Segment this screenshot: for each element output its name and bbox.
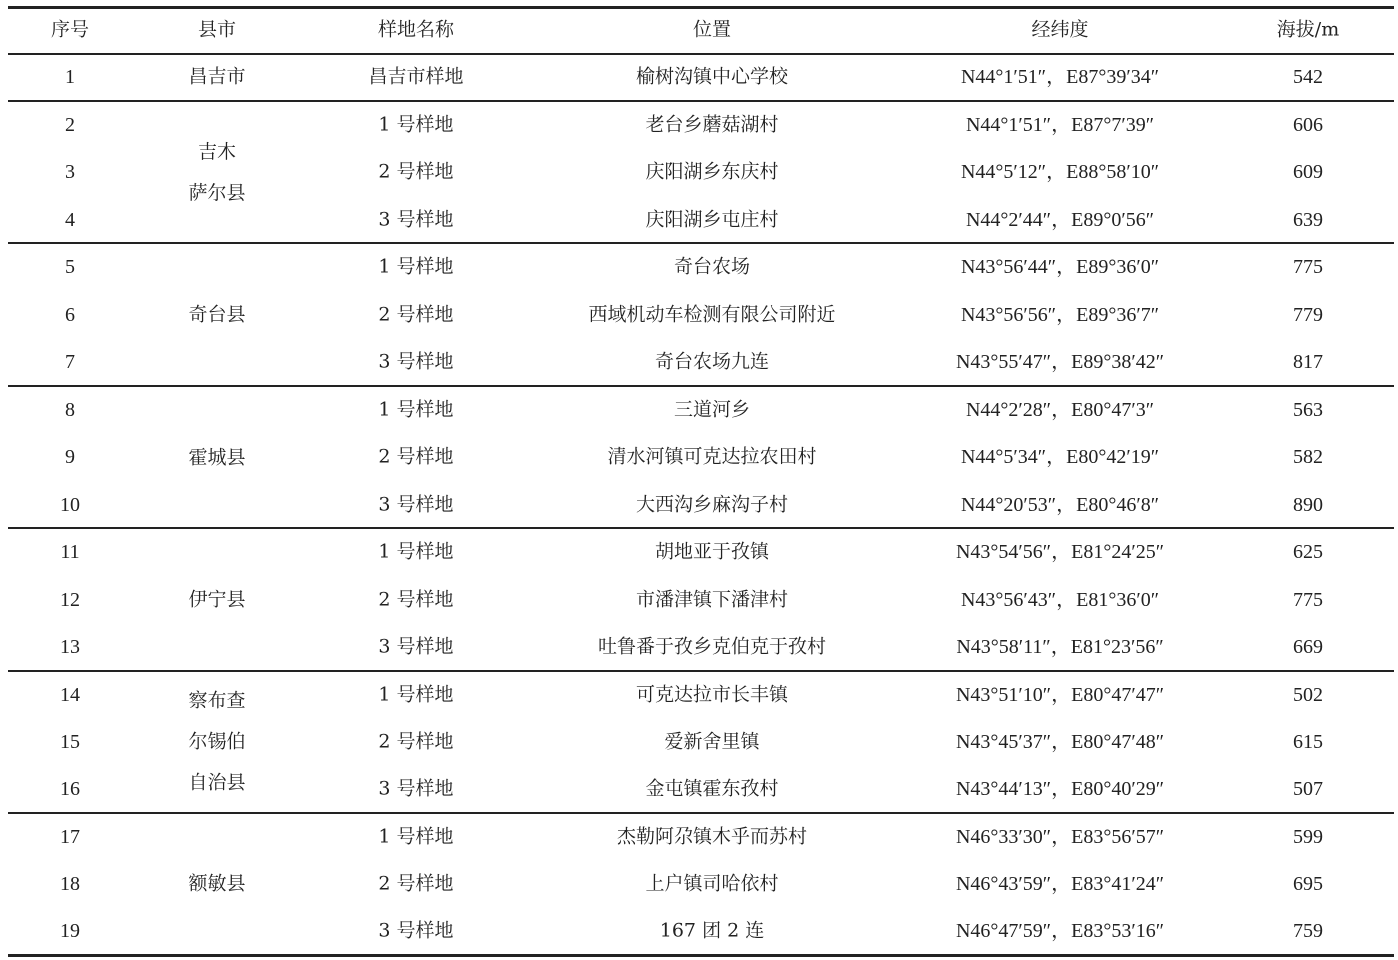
cell-coord: N43°55′47″，E89°38′42″ (955, 351, 1165, 373)
cell-index: 14 (60, 684, 80, 706)
cell-coord: N43°58′11″，E81°23′56″ (956, 636, 1164, 658)
cell-plot: 2 号样地 (378, 872, 454, 895)
cell-index: 16 (60, 778, 80, 800)
cell-coord: N43°45′37″，E80°47′48″ (955, 731, 1165, 753)
cell-plot: 2 号样地 (378, 445, 454, 468)
cell-index: 3 (65, 161, 75, 183)
cell-coord: N46°47′59″，E83°53′16″ (955, 920, 1165, 942)
cell-index: 5 (65, 256, 75, 278)
cell-alt: 759 (1293, 920, 1323, 942)
county-cell (188, 579, 245, 620)
county-cell (188, 437, 245, 478)
cell-plot: 1 号样地 (378, 398, 454, 421)
cell-alt: 639 (1293, 209, 1323, 231)
cell-alt: 542 (1293, 66, 1323, 88)
county-cell (188, 681, 245, 804)
cell-alt: 502 (1293, 684, 1323, 706)
cell-plot: 3 号样地 (378, 208, 454, 231)
county-line: 察布查 (188, 689, 246, 712)
cell-alt: 775 (1293, 589, 1323, 611)
cell-location: 爱新舍里镇 (664, 730, 760, 753)
cell-index: 8 (65, 399, 75, 421)
cell-location: 庆阳湖乡屯庄村 (645, 208, 779, 231)
cell-alt: 563 (1293, 399, 1323, 421)
cell-plot: 1 号样地 (378, 255, 454, 278)
cell-alt: 669 (1293, 636, 1323, 658)
cell-alt: 695 (1293, 873, 1323, 895)
cell-location: 吐鲁番于孜乡克伯克于孜村 (597, 635, 827, 658)
cell-location: 杰勒阿尕镇木乎而苏村 (616, 825, 808, 848)
cell-location: 市潘津镇下潘津村 (635, 588, 789, 611)
cell-location: 榆树沟镇中心学校 (635, 65, 789, 88)
county-cell (188, 57, 245, 98)
cell-location: 奇台农场九连 (654, 350, 770, 373)
cell-alt: 775 (1293, 256, 1323, 278)
header-county: 县市 (197, 18, 237, 41)
cell-coord: N43°56′56″，E89°36′7″ (960, 304, 1160, 326)
county-line: 伊宁县 (188, 588, 246, 610)
group-divider (8, 527, 1394, 529)
cell-plot: 3 号样地 (378, 919, 454, 942)
cell-coord: N44°1′51″，E87°7′39″ (965, 114, 1155, 136)
cell-index: 11 (60, 541, 80, 563)
cell-coord: N46°43′59″，E83°41′24″ (955, 873, 1165, 895)
county-line: 尔锡伯 (188, 730, 246, 753)
cell-location: 清水河镇可克达拉农田村 (607, 445, 817, 468)
cell-coord: N44°2′28″，E80°47′3″ (965, 399, 1155, 421)
cell-location: 奇台农场 (673, 255, 751, 278)
cell-index: 2 (65, 114, 75, 136)
cell-alt: 890 (1293, 494, 1323, 516)
cell-coord: N43°44′13″，E80°40′29″ (955, 778, 1165, 800)
county-cell (188, 294, 245, 335)
group-divider (8, 670, 1394, 672)
group-divider (8, 812, 1394, 814)
group-divider (8, 242, 1394, 244)
cell-index: 10 (60, 494, 80, 516)
header-coordinates: 经纬度 (1031, 18, 1089, 41)
cell-alt: 817 (1293, 351, 1323, 373)
county-line: 奇台县 (188, 303, 246, 325)
cell-plot: 昌吉市样地 (368, 65, 464, 88)
cell-coord: N44°1′51″，E87°39′34″ (960, 66, 1160, 88)
county-line: 吉木 (197, 140, 237, 163)
bottom-rule (8, 954, 1394, 957)
cell-plot: 3 号样地 (378, 493, 454, 516)
cell-location: 金屯镇霍东孜村 (645, 777, 779, 800)
cell-index: 1 (65, 66, 75, 88)
cell-coord: N44°5′34″，E80°42′19″ (960, 446, 1160, 468)
cell-plot: 1 号样地 (378, 113, 454, 136)
county-line: 额敏县 (188, 872, 246, 895)
cell-alt: 779 (1293, 304, 1323, 326)
county-line: 昌吉市 (188, 65, 246, 88)
header-altitude: 海拔/m (1276, 18, 1340, 41)
cell-coord: N43°51′10″，E80°47′47″ (955, 684, 1165, 706)
cell-coord: N44°20′53″，E80°46′8″ (960, 494, 1160, 516)
cell-coord: N43°56′44″，E89°36′0″ (960, 256, 1160, 278)
cell-index: 15 (60, 731, 80, 753)
cell-coord: N44°2′44″，E89°0′56″ (965, 209, 1155, 231)
cell-plot: 1 号样地 (378, 683, 454, 706)
header-location: 位置 (692, 18, 732, 41)
header-plot-name: 样地名称 (377, 18, 455, 41)
county-cell (188, 132, 245, 214)
cell-alt: 615 (1293, 731, 1323, 753)
county-cell (188, 864, 245, 905)
cell-index: 18 (60, 873, 80, 895)
top-rule (8, 6, 1394, 9)
cell-location: 西域机动车检测有限公司附近 (588, 303, 836, 326)
header-rule (8, 53, 1394, 55)
county-line: 霍城县 (188, 446, 246, 468)
cell-index: 19 (60, 920, 80, 942)
county-line: 萨尔县 (188, 181, 246, 204)
cell-index: 13 (60, 636, 80, 658)
cell-coord: N43°54′56″，E81°24′25″ (955, 541, 1165, 563)
cell-alt: 606 (1293, 114, 1323, 136)
cell-alt: 507 (1293, 778, 1323, 800)
cell-coord: N43°56′43″，E81°36′0″ (960, 589, 1160, 611)
cell-location: 三道河乡 (673, 398, 751, 421)
cell-location: 167 团 2 连 (659, 919, 765, 942)
cell-plot: 2 号样地 (378, 730, 454, 753)
group-divider (8, 100, 1394, 102)
cell-alt: 599 (1293, 826, 1323, 848)
cell-location: 庆阳湖乡东庆村 (645, 160, 779, 183)
header-index: 序号 (50, 18, 90, 41)
cell-alt: 625 (1293, 541, 1323, 563)
cell-plot: 2 号样地 (378, 588, 454, 611)
cell-plot: 1 号样地 (378, 540, 454, 563)
cell-index: 6 (65, 304, 75, 326)
cell-location: 大西沟乡麻沟子村 (635, 493, 789, 516)
cell-location: 胡地亚于孜镇 (654, 540, 770, 563)
cell-location: 上户镇司哈依村 (645, 872, 779, 895)
cell-plot: 3 号样地 (378, 635, 454, 658)
cell-plot: 1 号样地 (378, 825, 454, 848)
cell-index: 4 (65, 209, 75, 231)
cell-index: 17 (60, 826, 80, 848)
cell-location: 老台乡蘑菇湖村 (645, 113, 779, 136)
cell-plot: 3 号样地 (378, 350, 454, 373)
cell-index: 12 (60, 589, 80, 611)
cell-plot: 3 号样地 (378, 777, 454, 800)
cell-index: 7 (65, 351, 75, 373)
cell-location: 可克达拉市长丰镇 (635, 683, 789, 706)
cell-alt: 582 (1293, 446, 1323, 468)
cell-coord: N46°33′30″，E83°56′57″ (955, 826, 1165, 848)
cell-coord: N44°5′12″，E88°58′10″ (960, 161, 1160, 183)
cell-index: 9 (65, 446, 75, 468)
group-divider (8, 385, 1394, 387)
cell-plot: 2 号样地 (378, 160, 454, 183)
county-line: 自治县 (188, 771, 246, 794)
cell-alt: 609 (1293, 161, 1323, 183)
cell-plot: 2 号样地 (378, 303, 454, 326)
